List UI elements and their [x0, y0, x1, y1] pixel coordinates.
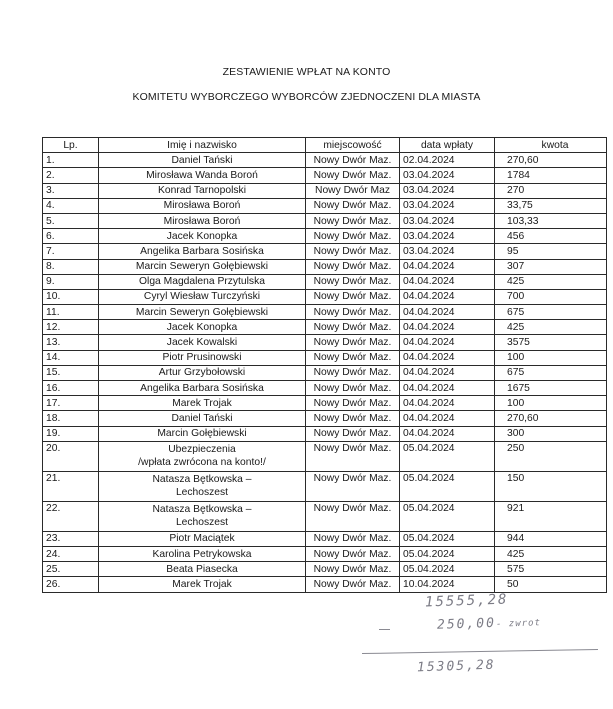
- cell-date: 04.04.2024: [400, 274, 495, 289]
- cell-amount: 425: [495, 274, 607, 289]
- cell-date: 05.04.2024: [400, 441, 495, 471]
- cell-name: Daniel Tański: [99, 411, 306, 426]
- table-row: [43, 501, 607, 531]
- cell-name-line2: Lechoszest: [175, 487, 229, 499]
- cell-place: Nowy Dwór Maz: [306, 183, 400, 198]
- header-amount: kwota: [495, 138, 607, 153]
- table-row: [43, 183, 607, 198]
- cell-name: Daniel Tański: [99, 153, 306, 168]
- handwritten-minus-sign: [379, 629, 390, 630]
- cell-name: Artur Grzybołowski: [99, 365, 306, 380]
- cell-lp: 6.: [43, 229, 99, 244]
- cell-place: Nowy Dwór Maz.: [306, 411, 400, 426]
- cell-lp: 23.: [43, 531, 99, 546]
- cell-name: Mirosława Wanda Boroń: [99, 168, 306, 183]
- cell-lp: 13.: [43, 335, 99, 350]
- cell-name: Piotr Maciątek: [99, 531, 306, 546]
- cell-lp: 17.: [43, 396, 99, 411]
- handwritten-sum-line: [362, 649, 598, 654]
- cell-amount: 270: [495, 183, 607, 198]
- cell-lp: 15.: [43, 365, 99, 380]
- header-date: data wpłaty: [400, 138, 495, 153]
- cell-name: Marcin Seweryn Gołębiewski: [99, 305, 306, 320]
- cell-amount: 270,60: [495, 411, 607, 426]
- table-row: [43, 426, 607, 441]
- cell-place: Nowy Dwór Maz.: [306, 274, 400, 289]
- cell-date: 04.04.2024: [400, 259, 495, 274]
- cell-date: 04.04.2024: [400, 426, 495, 441]
- cell-date: 04.04.2024: [400, 381, 495, 396]
- cell-place: Nowy Dwór Maz.: [306, 168, 400, 183]
- table-row: [43, 320, 607, 335]
- cell-lp: 16.: [43, 381, 99, 396]
- cell-name: Marcin Seweryn Gołębiewski: [99, 259, 306, 274]
- table-row: [43, 381, 607, 396]
- cell-date: 05.04.2024: [400, 546, 495, 561]
- cell-name: [99, 471, 306, 501]
- cell-place: Nowy Dwór Maz.: [306, 335, 400, 350]
- cell-amount: 700: [495, 289, 607, 304]
- cell-lp: 12.: [43, 320, 99, 335]
- cell-name: [99, 441, 306, 471]
- cell-amount: 307: [495, 259, 607, 274]
- cell-date: 02.04.2024: [400, 153, 495, 168]
- table-row: [43, 411, 607, 426]
- cell-amount: 675: [495, 305, 607, 320]
- cell-name: Jacek Kowalski: [99, 335, 306, 350]
- cell-name: Marcin Gołębiewski: [99, 426, 306, 441]
- contributions-table: [42, 137, 607, 593]
- cell-place: Nowy Dwór Maz.: [306, 562, 400, 577]
- cell-date: 04.04.2024: [400, 365, 495, 380]
- cell-lp: 2.: [43, 168, 99, 183]
- cell-place: Nowy Dwór Maz.: [306, 426, 400, 441]
- cell-place: Nowy Dwór Maz.: [306, 471, 400, 501]
- cell-lp: 3.: [43, 183, 99, 198]
- table-row: [43, 305, 607, 320]
- cell-name: Olga Magdalena Przytulska: [99, 274, 306, 289]
- cell-place: Nowy Dwór Maz.: [306, 531, 400, 546]
- cell-name: Mirosława Boroń: [99, 198, 306, 213]
- cell-lp: 11.: [43, 305, 99, 320]
- cell-lp: 14.: [43, 350, 99, 365]
- cell-place: Nowy Dwór Maz.: [306, 501, 400, 531]
- table-row: [43, 229, 607, 244]
- cell-name: Marek Trojak: [99, 577, 306, 592]
- table-row: [43, 289, 607, 304]
- cell-lp: 24.: [43, 546, 99, 561]
- cell-lp: 25.: [43, 562, 99, 577]
- cell-place: Nowy Dwór Maz.: [306, 259, 400, 274]
- handwritten-deduction: [437, 614, 541, 633]
- cell-name: Marek Trojak: [99, 396, 306, 411]
- cell-name-line2: /wpłata zwrócona na konto!/: [138, 457, 266, 469]
- cell-name: Cyryl Wiesław Turczyński: [99, 289, 306, 304]
- cell-amount: 33,75: [495, 198, 607, 213]
- cell-name: Piotr Prusinowski: [99, 350, 306, 365]
- cell-amount: 456: [495, 229, 607, 244]
- cell-lp: 19.: [43, 426, 99, 441]
- cell-amount: 250: [495, 441, 607, 471]
- handwritten-result: 15305,28: [416, 657, 496, 676]
- cell-name-line1: Natasza Bętkowska –: [152, 474, 252, 486]
- handwritten-deduction-note: - zwrot: [495, 618, 542, 630]
- table-row: [43, 213, 607, 228]
- handwritten-deduction-amount: 250,00: [436, 615, 497, 633]
- cell-name: [99, 501, 306, 531]
- cell-place: Nowy Dwór Maz.: [306, 229, 400, 244]
- cell-date: 03.04.2024: [400, 213, 495, 228]
- cell-amount: 3575: [495, 335, 607, 350]
- cell-amount: 95: [495, 244, 607, 259]
- cell-amount: 675: [495, 365, 607, 380]
- cell-amount: 150: [495, 471, 607, 501]
- table-row: [43, 441, 607, 471]
- cell-date: 05.04.2024: [400, 501, 495, 531]
- cell-amount: 944: [495, 531, 607, 546]
- cell-name: Angelika Barbara Sosińska: [99, 244, 306, 259]
- cell-date: 05.04.2024: [400, 562, 495, 577]
- cell-name: Angelika Barbara Sosińska: [99, 381, 306, 396]
- cell-lp: 8.: [43, 259, 99, 274]
- table-row: [43, 546, 607, 561]
- cell-name: Beata Piasecka: [99, 562, 306, 577]
- cell-date: 03.04.2024: [400, 198, 495, 213]
- cell-place: Nowy Dwór Maz.: [306, 153, 400, 168]
- cell-place: Nowy Dwór Maz.: [306, 213, 400, 228]
- table-row: [43, 577, 607, 592]
- cell-lp: 20.: [43, 441, 99, 471]
- cell-name-line1: Natasza Bętkowska –: [152, 504, 252, 516]
- cell-lp: 4.: [43, 198, 99, 213]
- table-row: [43, 168, 607, 183]
- cell-date: 04.04.2024: [400, 350, 495, 365]
- cell-date: 04.04.2024: [400, 289, 495, 304]
- cell-date: 04.04.2024: [400, 305, 495, 320]
- table-row: [43, 350, 607, 365]
- cell-date: 03.04.2024: [400, 183, 495, 198]
- handwritten-total: 15555,28: [424, 591, 509, 611]
- cell-name: Jacek Konopka: [99, 320, 306, 335]
- cell-date: 10.04.2024: [400, 577, 495, 592]
- cell-place: Nowy Dwór Maz.: [306, 244, 400, 259]
- table-row: [43, 365, 607, 380]
- cell-place: Nowy Dwór Maz.: [306, 546, 400, 561]
- cell-amount: 425: [495, 546, 607, 561]
- cell-amount: 270,60: [495, 153, 607, 168]
- document-subtitle: KOMITETU WYBORCZEGO WYBORCÓW ZJEDNOCZENI DLA MIASTA: [132, 91, 481, 103]
- table-row: [43, 396, 607, 411]
- cell-place: Nowy Dwór Maz.: [306, 350, 400, 365]
- cell-amount: 575: [495, 562, 607, 577]
- cell-lp: 7.: [43, 244, 99, 259]
- document-title: ZESTAWIENIE WPŁAT NA KONTO: [222, 66, 391, 78]
- cell-name: Mirosława Boroń: [99, 213, 306, 228]
- header-lp: Lp.: [43, 138, 99, 153]
- header-name: Imię i nazwisko: [99, 138, 306, 153]
- table-row: [43, 153, 607, 168]
- cell-amount: 50: [495, 577, 607, 592]
- cell-lp: 9.: [43, 274, 99, 289]
- cell-name: Konrad Tarnopolski: [99, 183, 306, 198]
- cell-date: 04.04.2024: [400, 411, 495, 426]
- cell-amount: 300: [495, 426, 607, 441]
- cell-lp: 22.: [43, 501, 99, 531]
- cell-amount: 425: [495, 320, 607, 335]
- cell-lp: 26.: [43, 577, 99, 592]
- table-row: [43, 335, 607, 350]
- table-row: [43, 562, 607, 577]
- cell-date: 04.04.2024: [400, 335, 495, 350]
- cell-place: Nowy Dwór Maz.: [306, 365, 400, 380]
- cell-amount: 921: [495, 501, 607, 531]
- cell-name-line1: Ubezpieczenia: [168, 444, 236, 456]
- table-header-row: [43, 138, 607, 153]
- cell-place: Nowy Dwór Maz.: [306, 305, 400, 320]
- cell-lp: 1.: [43, 153, 99, 168]
- cell-name: Karolina Petrykowska: [99, 546, 306, 561]
- table-row: [43, 259, 607, 274]
- cell-amount: 1784: [495, 168, 607, 183]
- cell-date: 05.04.2024: [400, 471, 495, 501]
- cell-date: 03.04.2024: [400, 244, 495, 259]
- cell-amount: 100: [495, 396, 607, 411]
- table-row: [43, 274, 607, 289]
- table-row: [43, 198, 607, 213]
- cell-amount: 100: [495, 350, 607, 365]
- cell-place: Nowy Dwór Maz.: [306, 441, 400, 471]
- cell-lp: 18.: [43, 411, 99, 426]
- cell-date: 05.04.2024: [400, 531, 495, 546]
- cell-lp: 21.: [43, 471, 99, 501]
- cell-place: Nowy Dwór Maz.: [306, 396, 400, 411]
- cell-date: 04.04.2024: [400, 396, 495, 411]
- cell-date: 04.04.2024: [400, 320, 495, 335]
- cell-place: Nowy Dwór Maz.: [306, 577, 400, 592]
- cell-name: Jacek Konopka: [99, 229, 306, 244]
- cell-name-line2: Lechoszest: [175, 517, 229, 529]
- cell-amount: 103,33: [495, 213, 607, 228]
- cell-amount: 1675: [495, 381, 607, 396]
- cell-lp: 10.: [43, 289, 99, 304]
- table-row: [43, 471, 607, 501]
- cell-place: Nowy Dwór Maz.: [306, 381, 400, 396]
- table-row: [43, 531, 607, 546]
- cell-date: 03.04.2024: [400, 229, 495, 244]
- table-row: [43, 244, 607, 259]
- header-place: miejscowość: [306, 138, 400, 153]
- cell-place: Nowy Dwór Maz.: [306, 320, 400, 335]
- cell-date: 03.04.2024: [400, 168, 495, 183]
- cell-lp: 5.: [43, 213, 99, 228]
- cell-place: Nowy Dwór Maz.: [306, 289, 400, 304]
- cell-place: Nowy Dwór Maz.: [306, 198, 400, 213]
